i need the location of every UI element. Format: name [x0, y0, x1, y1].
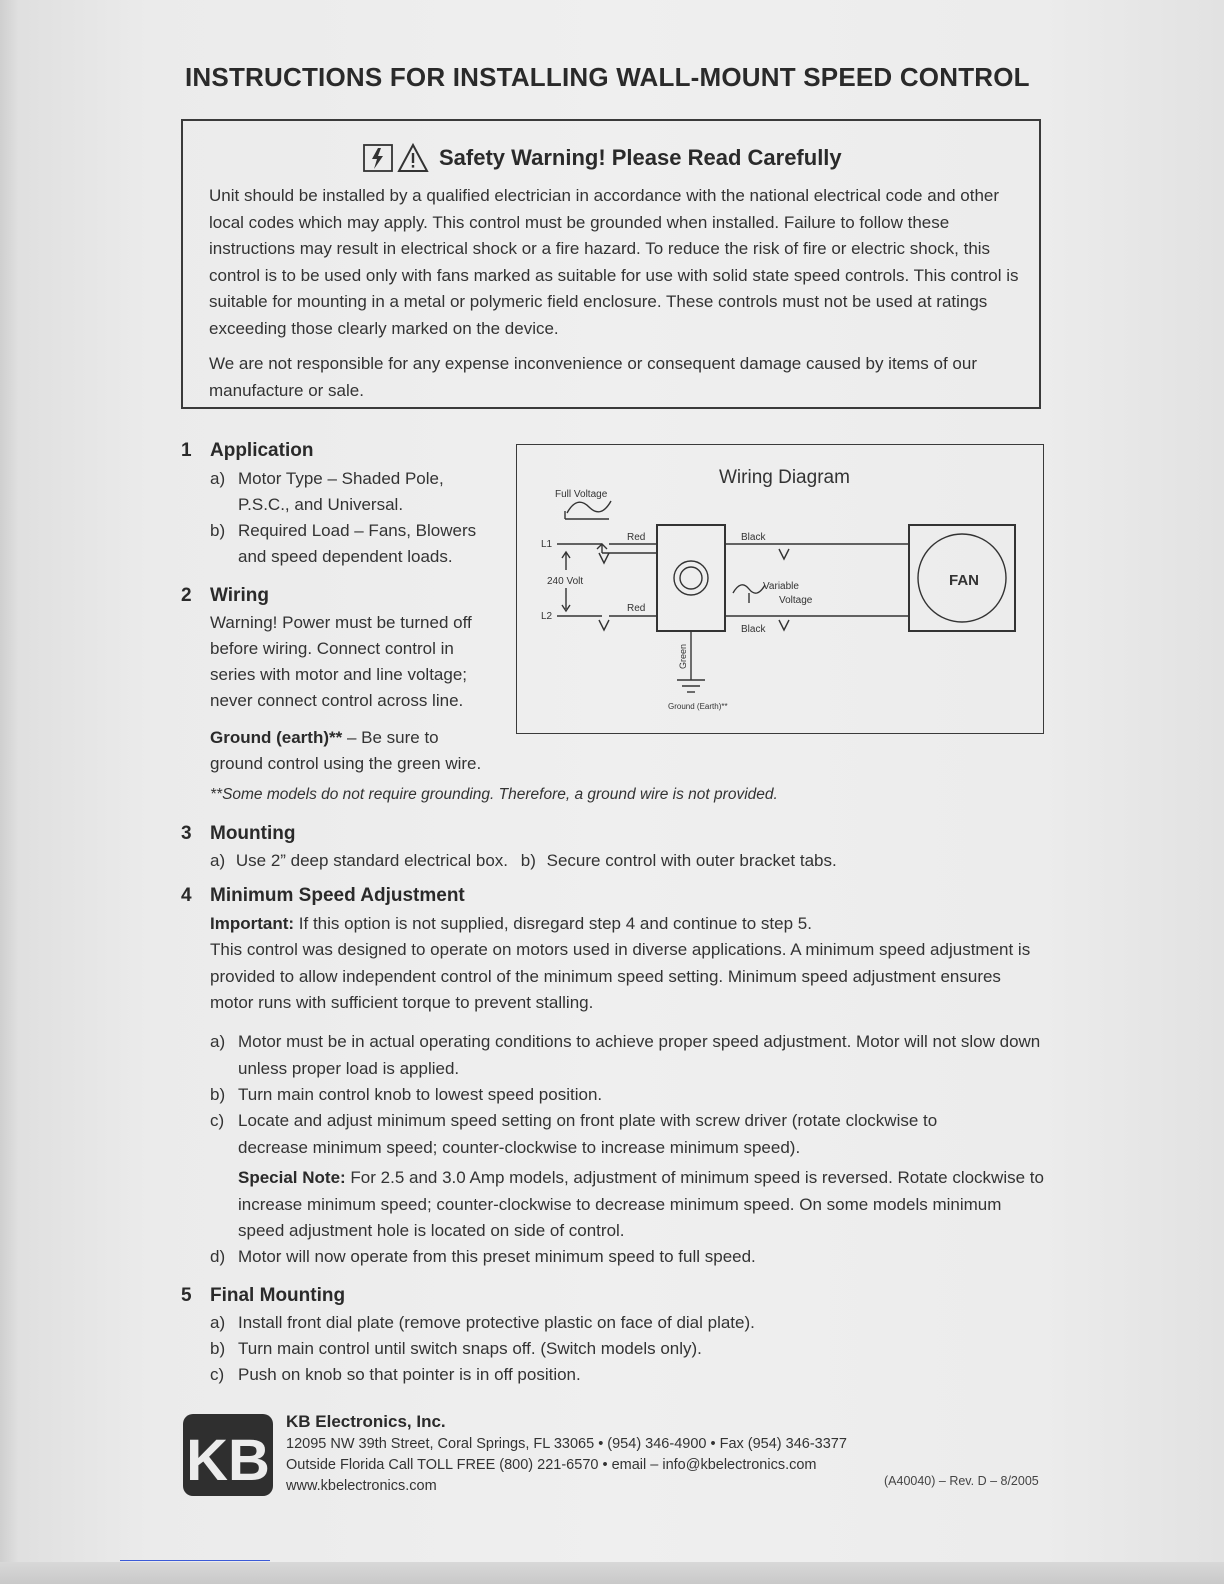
safety-warning-box	[181, 119, 1041, 409]
important-note	[210, 911, 812, 938]
page-shadow-edge	[0, 0, 18, 1584]
final-item-c	[210, 1362, 1042, 1390]
item-label: b)	[210, 1085, 226, 1104]
item-label: a)	[210, 1313, 226, 1332]
wire-nut-black-top	[779, 549, 789, 559]
section-1-number: 1	[181, 440, 192, 461]
special-note-text: For 2.5 and 3.0 Amp models, adjustment of minimum speed is reversed. Rotate clockwise to increase minimum speed; counter-clockwise to decrease minimum speed. On some models minimum speed adjustment hole is located on side of control.	[238, 1168, 1044, 1240]
item-text-line2: P.S.C., and Universal.	[238, 495, 404, 514]
l2-label: L2	[541, 611, 553, 622]
section-2-number: 2	[181, 585, 192, 606]
section-5-number: 5	[181, 1285, 192, 1306]
final-item-b	[210, 1336, 1042, 1364]
mounting-b-text: Secure control with outer bracket tabs.	[546, 851, 837, 870]
speed-control-box	[657, 525, 725, 631]
black-bottom-label: Black	[741, 624, 766, 635]
wiring-line-2: before wiring. Connect control in	[210, 639, 454, 658]
section-3-number: 3	[181, 823, 192, 844]
l1-label: L1	[541, 539, 553, 550]
important-label: Important:	[210, 914, 295, 933]
scan-bottom-edge	[0, 1562, 1224, 1584]
warning-icons	[363, 143, 429, 173]
wiring-line-1: Warning! Power must be turned off	[210, 613, 472, 632]
item-text-line1: Required Load – Fans, Blowers	[238, 521, 477, 540]
section-1-title: Application	[210, 440, 314, 461]
caution-triangle-icon	[397, 143, 429, 173]
page-title: INSTRUCTIONS FOR INSTALLING WALL-MOUNT SPEED CONTROL	[185, 62, 1030, 92]
section-4-number: 4	[181, 885, 192, 906]
min-speed-item-c	[210, 1108, 1042, 1162]
ground-label: Ground (earth)**	[210, 728, 343, 747]
item-text: Locate and adjust minimum speed setting on front plate with screw driver (rotate clockwise to decrease minimum speed; counter-clockwise to increase minimum speed).	[238, 1111, 938, 1157]
section-5-title: Final Mounting	[210, 1285, 346, 1306]
company-address: 12095 NW 39th Street, Coral Springs, FL 33065 • (954) 346-4900 • Fax (954) 346-3377	[286, 1436, 847, 1452]
item-text: Turn main control until switch snaps off. (Switch models only).	[238, 1339, 702, 1358]
item-text: Motor must be in actual operating conditions to achieve proper speed adjustment. Motor will not slow down unless proper load is applied.	[238, 1032, 1041, 1078]
diagram-title: Wiring Diagram	[719, 467, 850, 488]
black-top-label: Black	[741, 532, 766, 543]
item-label: a)	[210, 1032, 226, 1051]
wiring-line-4: never connect control across line.	[210, 691, 464, 710]
grounding-footnote: **Some models do not require grounding. Therefore, a ground wire is not provided.	[210, 786, 778, 803]
wire-nut-l2	[599, 620, 609, 630]
ac-sine-symbol	[567, 501, 611, 513]
item-label: c)	[210, 1365, 225, 1384]
item-label: b)	[210, 521, 226, 540]
item-text: Push on knob so that pointer is in off position.	[238, 1365, 581, 1384]
volt-label: 240 Volt	[547, 576, 584, 587]
red-top-label: Red	[627, 532, 646, 543]
voltage-label: Voltage	[779, 595, 813, 606]
warning-header	[363, 141, 842, 175]
min-speed-item-a	[210, 1029, 1042, 1083]
section-3-title: Mounting	[210, 823, 296, 844]
electrical-hazard-icon	[363, 143, 393, 173]
company-website: www.kbelectronics.com	[286, 1478, 437, 1494]
section-4-title: Minimum Speed Adjustment	[210, 885, 465, 906]
section-2-title: Wiring	[210, 585, 269, 606]
item-text-line2: and speed dependent loads.	[238, 547, 453, 566]
warning-paragraph-2: We are not responsible for any expense inconvenience or consequent damage caused by items of our manufacture or sale.	[209, 354, 977, 400]
revision-code: (A40040) – Rev. D – 8/2005	[884, 1474, 1039, 1488]
item-text: Motor will now operate from this preset minimum speed to full speed.	[238, 1247, 756, 1266]
item-text: Turn main control knob to lowest speed position.	[238, 1085, 603, 1104]
ground-text: – Be sure to	[342, 728, 439, 747]
item-text: Install front dial plate (remove protective plastic on face of dial plate).	[238, 1313, 755, 1332]
kb-logo	[183, 1414, 273, 1496]
final-item-a	[210, 1310, 1042, 1338]
special-note-label: Special Note:	[238, 1168, 346, 1187]
fan-label: FAN	[949, 572, 979, 589]
item-text-line1: Motor Type – Shaded Pole,	[238, 469, 444, 488]
min-speed-intro: This control was designed to operate on motors used in diverse applications. A minimum speed adjustment is provided to allow independent control of the minimum speed setting. Minimum speed adjustment ensures motor runs with sufficient torque to prevent stalling.	[210, 940, 1031, 1012]
ground-instruction-line-2: ground control using the green wire.	[210, 754, 482, 773]
mounting-b-label: b)	[520, 851, 536, 870]
company-name: KB Electronics, Inc.	[286, 1412, 446, 1431]
scan-marker-line	[120, 1560, 270, 1561]
company-tollfree: Outside Florida Call TOLL FREE (800) 221-6570 • email – info@kbelectronics.com	[286, 1457, 817, 1473]
mounting-items	[210, 848, 837, 875]
wiring-diagram-drawing	[517, 445, 1042, 732]
application-item-b	[210, 518, 510, 572]
min-speed-item-b	[210, 1082, 1042, 1110]
important-text: If this option is not supplied, disregard step 4 and continue to step 5.	[294, 914, 812, 933]
special-note	[238, 1165, 1044, 1245]
ground-earth-label: Ground (Earth)**	[668, 702, 728, 711]
wiring-diagram	[516, 444, 1044, 734]
item-label: a)	[210, 469, 226, 488]
item-label: c)	[210, 1111, 225, 1130]
wire-nut-l1	[599, 553, 609, 563]
ground-instruction	[210, 725, 439, 752]
application-item-a	[210, 466, 510, 520]
green-wire-label: Green	[678, 643, 688, 669]
kb-logo-text: KB	[186, 1428, 270, 1493]
wiring-line-3: series with motor and line voltage;	[210, 665, 468, 684]
warning-paragraph-1: Unit should be installed by a qualified electrician in accordance with the national electrical code and other local codes which may apply. This control must be grounded when installed. Failure to follow these instructions may result in electrical shock or a fire hazard. To reduce the risk of fire or electric shock, this control is to be used only with fans marked as suitable for use with solid state speed controls. This control is suitable for mounting in a metal or polymeric field enclosure. These controls must not be used at ratings exceeding those clearly marked on the device.	[209, 186, 1019, 338]
wire-nut-black-bottom	[779, 620, 789, 630]
variable-label: Variable	[763, 581, 799, 592]
mounting-a-text: Use 2” deep standard electrical box.	[235, 851, 509, 870]
warning-heading: Safety Warning! Please Read Carefully	[439, 145, 842, 170]
mounting-a-label: a)	[210, 851, 226, 870]
full-voltage-label: Full Voltage	[555, 489, 608, 500]
item-label: b)	[210, 1339, 226, 1358]
min-speed-item-d	[210, 1244, 1042, 1272]
red-bottom-label: Red	[627, 603, 646, 614]
item-label: d)	[210, 1247, 226, 1266]
